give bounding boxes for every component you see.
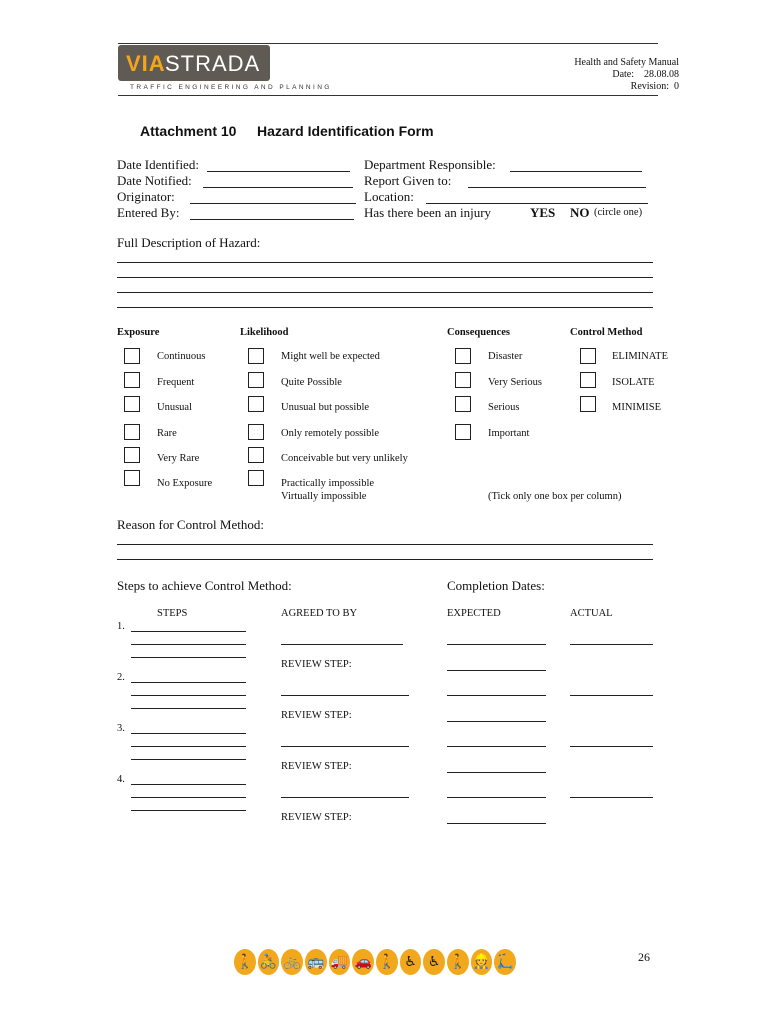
- review-date-field[interactable]: [447, 823, 546, 824]
- department-responsible-label: Department Responsible:: [364, 157, 496, 172]
- entered-by-label: Entered By:: [117, 205, 180, 220]
- step-number: 3.: [117, 723, 125, 734]
- reason-line: [117, 559, 653, 560]
- actual-date-field[interactable]: [570, 797, 653, 798]
- hazard-description-label: Full Description of Hazard:: [117, 235, 261, 250]
- consequences-option: Important: [488, 428, 530, 439]
- step-line[interactable]: [131, 733, 246, 734]
- step-line[interactable]: [131, 797, 246, 798]
- bicycle-icon: 🚲: [281, 949, 303, 975]
- injury-yes-option[interactable]: YES: [530, 205, 556, 220]
- bus-icon: 🚌: [305, 949, 327, 975]
- exposure-checkbox[interactable]: [124, 447, 140, 463]
- logo-strada-text: STRADA: [165, 51, 261, 76]
- control-method-option: MINIMISE: [612, 402, 661, 413]
- manual-revision: Revision: 0: [630, 81, 679, 92]
- pedestrian-icon: 🚶: [234, 949, 256, 975]
- actual-column-header: ACTUAL: [570, 608, 613, 619]
- location-label: Location:: [364, 189, 414, 204]
- review-date-field[interactable]: [447, 670, 546, 671]
- agreed-by-field[interactable]: [281, 797, 409, 798]
- agreed-by-field[interactable]: [281, 695, 409, 696]
- hiker-icon: 🚶: [447, 949, 469, 975]
- expected-column-header: EXPECTED: [447, 608, 501, 619]
- completion-dates-label: Completion Dates:: [447, 578, 545, 593]
- date-identified-field[interactable]: [207, 171, 350, 172]
- circle-one-note: (circle one): [594, 207, 643, 218]
- page-number: 26: [638, 950, 650, 964]
- car-icon: 🚗: [352, 949, 374, 975]
- header-bottom-rule: [118, 95, 658, 96]
- control-method-checkbox[interactable]: [580, 348, 596, 364]
- step-line[interactable]: [131, 657, 246, 658]
- control-method-checkbox[interactable]: [580, 372, 596, 388]
- description-line: [117, 262, 653, 263]
- reason-label: Reason for Control Method:: [117, 517, 264, 532]
- agreed-column-header: AGREED TO BY: [281, 608, 358, 619]
- review-step-label: REVIEW STEP:: [281, 659, 352, 670]
- injury-no-option[interactable]: NO: [570, 205, 590, 220]
- control-method-option: ISOLATE: [612, 377, 655, 388]
- exposure-option: No Exposure: [157, 478, 213, 489]
- consequences-checkbox[interactable]: [455, 348, 471, 364]
- review-date-field[interactable]: [447, 772, 546, 773]
- likelihood-option: Unusual but possible: [281, 402, 370, 413]
- step-line[interactable]: [131, 695, 246, 696]
- attachment-number: Attachment 10: [140, 123, 237, 139]
- walker-icon: 🚶: [376, 949, 398, 975]
- document-info: [574, 57, 679, 93]
- location-field[interactable]: [426, 203, 648, 204]
- actual-date-field[interactable]: [570, 746, 653, 747]
- scooter-icon: 🛴: [494, 949, 516, 975]
- exposure-heading: Exposure: [117, 327, 160, 338]
- steps-label: Steps to achieve Control Method:: [117, 578, 292, 593]
- exposure-option: Very Rare: [157, 453, 200, 464]
- review-step-label: REVIEW STEP:: [281, 812, 352, 823]
- consequences-option: Disaster: [488, 351, 523, 362]
- exposure-option: Unusual: [157, 402, 192, 413]
- control-method-option: ELIMINATE: [612, 351, 668, 362]
- agreed-by-field[interactable]: [281, 746, 409, 747]
- expected-date-field[interactable]: [447, 695, 546, 696]
- review-date-field[interactable]: [447, 721, 546, 722]
- likelihood-option: Only remotely possible: [281, 428, 379, 439]
- step-line[interactable]: [131, 810, 246, 811]
- company-logo: [118, 45, 270, 81]
- logo-via-text: VIA: [126, 51, 166, 76]
- date-identified-label: Date Identified:: [117, 157, 199, 172]
- description-line: [117, 307, 653, 308]
- review-step-label: REVIEW STEP:: [281, 710, 352, 721]
- likelihood-option: Virtually impossible: [281, 491, 367, 502]
- likelihood-option: Might well be expected: [281, 351, 380, 362]
- originator-field[interactable]: [190, 203, 356, 204]
- exposure-option: Frequent: [157, 377, 195, 388]
- footer-transport-icons: [234, 949, 516, 977]
- cyclist-icon: 🚴: [258, 949, 280, 975]
- likelihood-checkbox[interactable]: [248, 396, 264, 412]
- exposure-checkbox[interactable]: [124, 348, 140, 364]
- reason-line: [117, 544, 653, 545]
- likelihood-checkbox[interactable]: [248, 470, 264, 486]
- likelihood-option: Quite Possible: [281, 377, 342, 388]
- mobility-aid-icon: ♿: [423, 949, 445, 975]
- step-line[interactable]: [131, 682, 246, 683]
- entered-by-field[interactable]: [190, 219, 354, 220]
- step-number: 2.: [117, 672, 125, 683]
- truck-icon: 🚚: [329, 949, 351, 975]
- exposure-checkbox[interactable]: [124, 372, 140, 388]
- likelihood-checkbox[interactable]: [248, 447, 264, 463]
- consequences-checkbox[interactable]: [455, 396, 471, 412]
- description-line: [117, 292, 653, 293]
- step-number: 1.: [117, 621, 125, 632]
- date-notified-field[interactable]: [203, 187, 353, 188]
- likelihood-checkbox[interactable]: [248, 348, 264, 364]
- page-title: Hazard Identification Form: [257, 123, 434, 139]
- likelihood-checkbox[interactable]: [248, 372, 264, 388]
- worker-icon: 👷: [471, 949, 493, 975]
- injury-question: Has there been an injury: [364, 205, 492, 220]
- control-method-heading: Control Method: [570, 327, 643, 338]
- tick-instruction: (Tick only one box per column): [488, 491, 622, 502]
- likelihood-option: Practically impossible: [281, 478, 375, 489]
- actual-date-field[interactable]: [570, 644, 653, 645]
- consequences-option: Very Serious: [488, 377, 542, 388]
- step-line[interactable]: [131, 708, 246, 709]
- likelihood-heading: Likelihood: [240, 327, 289, 338]
- expected-date-field[interactable]: [447, 746, 546, 747]
- description-line: [117, 277, 653, 278]
- expected-date-field[interactable]: [447, 797, 546, 798]
- header-top-rule: [118, 43, 658, 44]
- step-line[interactable]: [131, 644, 246, 645]
- step-line[interactable]: [131, 631, 246, 632]
- exposure-checkbox[interactable]: [124, 470, 140, 486]
- step-line[interactable]: [131, 759, 246, 760]
- steps-column-header: STEPS: [157, 608, 188, 619]
- exposure-option: Rare: [157, 428, 177, 439]
- report-given-to-field[interactable]: [468, 187, 646, 188]
- consequences-option: Serious: [488, 402, 520, 413]
- review-step-label: REVIEW STEP:: [281, 761, 352, 772]
- exposure-option: Continuous: [157, 351, 206, 362]
- exposure-checkbox[interactable]: [124, 424, 140, 440]
- consequences-checkbox[interactable]: [455, 424, 471, 440]
- expected-date-field[interactable]: [447, 644, 546, 645]
- consequences-checkbox[interactable]: [455, 372, 471, 388]
- consequences-heading: Consequences: [447, 327, 511, 338]
- date-notified-label: Date Notified:: [117, 173, 192, 188]
- step-line[interactable]: [131, 746, 246, 747]
- manual-title: Health and Safety Manual: [574, 57, 679, 68]
- agreed-by-field[interactable]: [281, 644, 403, 645]
- step-number: 4.: [117, 774, 125, 785]
- actual-date-field[interactable]: [570, 695, 653, 696]
- report-given-to-label: Report Given to:: [364, 173, 452, 188]
- control-method-checkbox[interactable]: [580, 396, 596, 412]
- logo-tagline: TRAFFIC ENGINEERING AND PLANNING: [130, 84, 332, 91]
- department-responsible-field[interactable]: [510, 171, 642, 172]
- likelihood-option: Conceivable but very unlikely: [281, 453, 408, 464]
- wheelchair-icon: ♿: [400, 949, 422, 975]
- exposure-checkbox[interactable]: [124, 396, 140, 412]
- step-line[interactable]: [131, 784, 246, 785]
- likelihood-checkbox[interactable]: [248, 424, 264, 440]
- originator-label: Originator:: [117, 189, 175, 204]
- manual-date: Date: 28.08.08: [612, 69, 679, 80]
